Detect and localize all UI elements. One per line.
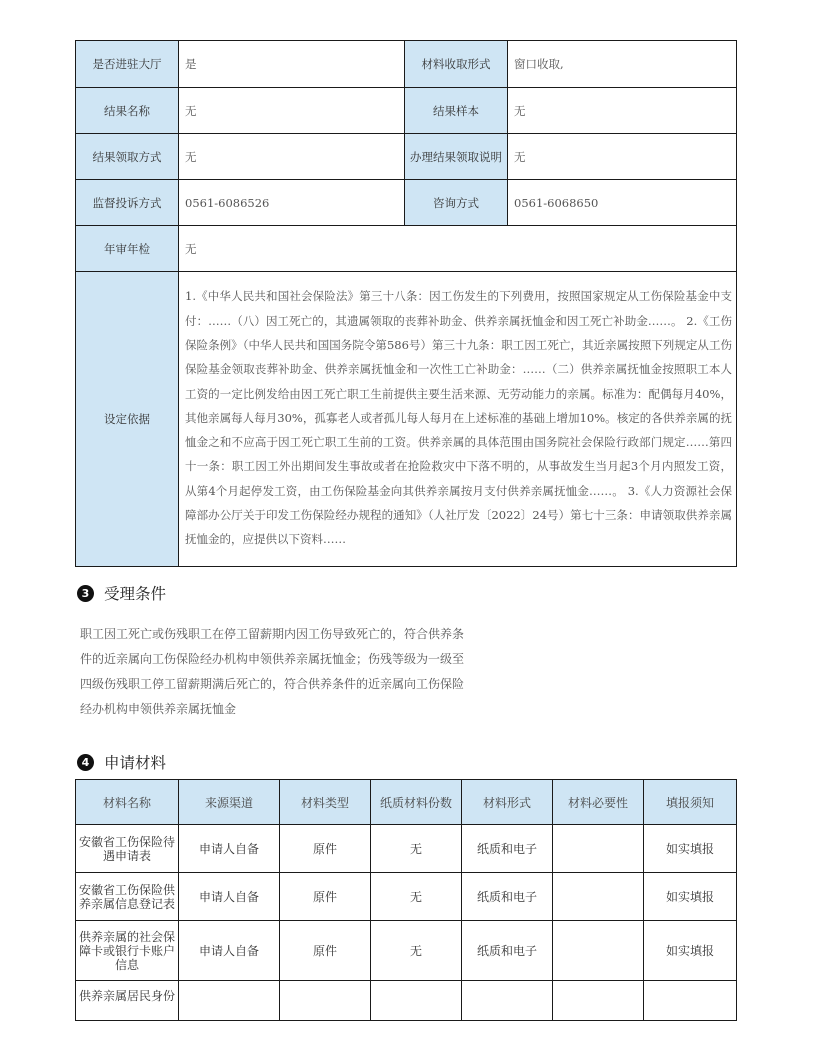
conditions-text: 职工因工死亡或伤残职工在停工留薪期内因工伤导致死亡的，符合供养条件的近亲属向工伤保险经办机构申领供养亲属抚恤金；伤残等级为一级至四级伤残职工停工留薪期满后死亡的，符合供养条件的近亲属向工伤保险经办机构申领供养亲属抚恤金 [80,627,465,716]
label-complaint: 监督投诉方式 [76,180,179,226]
material-source [179,981,280,1021]
material-form: 纸质和电子 [462,921,553,981]
value-complaint: 0561-6086526 [179,180,405,226]
section-heading-conditions [77,582,166,604]
value-result-name: 无 [179,88,405,134]
material-name: 安徽省工伤保险待遇申请表 [76,825,179,873]
value-hall: 是 [179,41,405,88]
material-notes: 如实填报 [644,921,737,981]
material-source: 申请人自备 [179,825,280,873]
value-consult: 0561-6068650 [508,180,737,226]
number-bullet-icon: 3 [77,585,94,602]
table-header-row [76,780,737,825]
table-row [76,180,737,226]
material-copies: 无 [371,873,462,921]
material-necessity [553,825,644,873]
label-basis: 设定依据 [76,272,179,567]
material-copies: 无 [371,825,462,873]
label-result-pickup: 结果领取方式 [76,134,179,180]
value-collection: 窗口收取, [508,41,737,88]
value-pickup-note: 无 [508,134,737,180]
material-source: 申请人自备 [179,921,280,981]
material-name: 供养亲属的社会保障卡或银行卡账户信息 [76,921,179,981]
material-copies: 无 [371,921,462,981]
number-bullet-icon: 4 [77,754,94,771]
col-header-necessity: 材料必要性 [553,780,644,825]
material-notes: 如实填报 [644,873,737,921]
table-row [76,226,737,272]
material-necessity [553,981,644,1021]
service-info-table [75,40,737,567]
table-row [76,88,737,134]
label-consult: 咨询方式 [405,180,508,226]
label-hall: 是否进驻大厅 [76,41,179,88]
table-row [76,873,737,921]
material-type [280,981,371,1021]
materials-table [75,779,737,1021]
material-type: 原件 [280,825,371,873]
section-title: 受理条件 [104,585,167,603]
col-header-source: 来源渠道 [179,780,280,825]
material-notes: 如实填报 [644,825,737,873]
col-header-type: 材料类型 [280,780,371,825]
label-pickup-note: 办理结果领取说明 [405,134,508,180]
table-row [76,41,737,88]
material-form [462,981,553,1021]
material-necessity [553,873,644,921]
value-basis: 1.《中华人民共和国社会保险法》第三十八条：因工伤发生的下列费用，按照国家规定从工伤保险基金中支付：……（八）因工死亡的，其遗属领取的丧葬补助金、供养亲属抚恤金和因工死亡补助金……。 2.《工伤保险条例》（中华人民共和国国务院令第586号）第三十九条：职工因工死亡，其近亲属按照下列规定从工伤保险基金领取丧葬补助金、供养亲属抚恤金和一次性工亡补助金：……（二）供养亲属抚恤金按照职工本人工资的一定比例发给由因工死亡职工生前提供主要生活来源、无劳动能力的亲属。标准为：配偶每月40%，其他亲属每人每月30%，孤寡老人或者孤儿每人每月在上述标准的基础上增加10%。核定的各供养亲属的抚恤金之和不应高于因工死亡职工生前的工资。供养亲属的具体范围由国务院社会保险行政部门规定……第四十一条：职工因工外出期间发生事故或者在抢险救灾中下落不明的，从事故发生当月起3个月内照发工资，从第4个月起停发工资，由工伤保险基金向其供养亲属按月支付供养亲属抚恤金……。 3.《人力资源社会保障部办公厅关于印发工伤保险经办规程的通知》（人社厅发〔2022〕24号）第七十三条：申请领取供养亲属抚恤金的，应提供以下资料…… [179,272,737,567]
value-annual: 无 [179,226,737,272]
value-result-sample: 无 [508,88,737,134]
material-source: 申请人自备 [179,873,280,921]
material-necessity [553,921,644,981]
col-header-form: 材料形式 [462,780,553,825]
table-row [76,981,737,1021]
table-row [76,921,737,981]
label-result-sample: 结果样本 [405,88,508,134]
material-form: 纸质和电子 [462,825,553,873]
section-heading-materials [77,751,166,773]
label-result-name: 结果名称 [76,88,179,134]
value-result-pickup: 无 [179,134,405,180]
table-row [76,134,737,180]
material-type: 原件 [280,921,371,981]
section-title: 申请材料 [104,754,167,772]
material-copies [371,981,462,1021]
material-form: 纸质和电子 [462,873,553,921]
material-type: 原件 [280,873,371,921]
material-name: 供养亲属居民身份 [76,981,179,1021]
label-annual: 年审年检 [76,226,179,272]
col-header-notes: 填报须知 [644,780,737,825]
table-row [76,825,737,873]
label-collection: 材料收取形式 [405,41,508,88]
material-notes [644,981,737,1021]
col-header-name: 材料名称 [76,780,179,825]
col-header-copies: 纸质材料份数 [371,780,462,825]
material-name: 安徽省工伤保险供养亲属信息登记表 [76,873,179,921]
table-row [76,272,737,567]
